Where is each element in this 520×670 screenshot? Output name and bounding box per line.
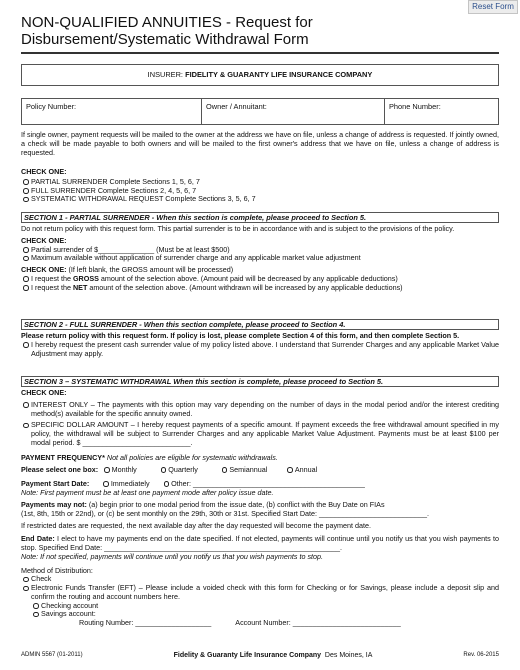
payment-frequency [21, 454, 499, 463]
option-maximum-available[interactable] [21, 254, 499, 263]
end-date-label: End Date: [21, 534, 55, 544]
section-2-text: Please return policy with this request form. If policy is lost, please complete Section 4 of this form, and then complete Section 5. [21, 331, 460, 340]
radio-icon[interactable] [23, 423, 29, 429]
policy-number-label: Policy Number: [26, 102, 77, 111]
option-label: Electronic Funds Transfer (EFT) – Please include a voided check with this form for Checking or for Savings, please include a deposit slip and confirm the routing and account numbers here. [31, 583, 499, 601]
insurer-name: FIDELITY & GUARANTY LIFE INSURANCE COMPANY [185, 70, 373, 79]
owner-annuitant-field[interactable] [202, 99, 385, 124]
net-keyword: NET [72, 282, 88, 292]
option-label: SPECIFIC DOLLAR AMOUNT – I hereby request payments of a specific amount. If payment exceeds the free withdrawal amount specified in my policy, the withdrawal will be subject to Surrender Charges and any applicable Market Value Adjustment. Payments must be at least $100 per modal period. $ ___________________________. [31, 420, 499, 447]
section-2-body [21, 332, 499, 358]
freq-monthly[interactable] [100, 465, 137, 474]
radio-icon[interactable] [33, 603, 39, 609]
policy-number-field[interactable] [22, 99, 202, 124]
payment-frequency-note: Not all policies are eligible for systematic withdrawals. [104, 452, 278, 462]
end-date-note: Note: If not specified, payments will continue until you notify us that you wish payments to stop. [21, 551, 324, 561]
section-3-check-one: CHECK ONE: [21, 388, 67, 397]
routing-account-row [21, 619, 499, 628]
payment-frequency-label: PAYMENT FREQUENCY* [21, 452, 105, 462]
phone-number-label: Phone Number: [389, 102, 441, 111]
owner-annuitant-label: Owner / Annuitant: [206, 102, 267, 111]
option-label-rest: amount of the selection above. (Amount withdrawn will be increased by any applicable deductions) [87, 282, 403, 292]
method-savings-option[interactable] [31, 610, 499, 619]
check-one-note: (If left blank, the GROSS amount will be processed) [66, 265, 234, 275]
radio-icon[interactable] [161, 467, 167, 473]
select-one-label: Please select one box: [21, 465, 99, 475]
footer [21, 652, 499, 661]
check-one-group [21, 168, 499, 204]
intro-paragraph: If single owner, payment requests will be mailed to the owner at the address we have on file, unless a change of address is requested. If jointly owned, a check will be made payable to both owners and will be mailed to the first owner's address that we have on file, unless a change of address is requested. [21, 130, 499, 157]
may-not-label: Payments may not: [21, 499, 87, 509]
account-number-field[interactable]: Account Number: ___________________________ [235, 618, 401, 628]
section-1-header: SECTION 1 - PARTIAL SURRENDER - When this section is complete, please proceed to Section 5. [21, 212, 499, 223]
restricted-dates-note: If restricted dates are requested, the next available day after the day requested will become the payment date. [21, 521, 371, 531]
option-label: Partial surrender of $______________ (Must be at least $500) [31, 244, 230, 254]
radio-icon[interactable] [164, 481, 170, 487]
option-label: I request the [31, 282, 73, 292]
check-one-label: CHECK ONE: [21, 167, 67, 176]
radio-icon[interactable] [23, 402, 29, 408]
title-line-1: NON-QUALIFIED ANNUITIES - Request for [21, 14, 313, 31]
section-3-header: SECTION 3 – SYSTEMATIC WITHDRAWAL When this section is complete, please proceed to Section 5. [21, 376, 499, 387]
option-label: Checking account [41, 600, 99, 610]
title-divider [21, 52, 499, 54]
form-title [21, 15, 491, 54]
option-cash-surrender[interactable] [21, 341, 499, 359]
footer-company [174, 652, 373, 661]
option-label: INTEREST ONLY – The payments with this option may vary depending on the number of days in the modal period and/or the interest crediting method(s) available for the specific annuity owned. [31, 399, 499, 418]
freq-label: Semiannual [229, 465, 268, 475]
check-one-label: CHECK ONE: [21, 265, 67, 275]
radio-icon[interactable] [23, 197, 29, 203]
radio-icon[interactable] [23, 247, 29, 253]
radio-icon[interactable] [103, 481, 109, 487]
option-specific-dollar[interactable] [21, 421, 499, 447]
radio-icon[interactable] [33, 612, 39, 618]
option-systematic-withdrawal[interactable] [21, 195, 499, 204]
section-3-body [21, 389, 499, 628]
radio-icon[interactable] [222, 467, 228, 473]
insurer-box [21, 64, 499, 86]
freq-label: Annual [294, 465, 318, 475]
radio-icon[interactable] [23, 276, 29, 282]
form-id: ADMIN 5567 (01-2011) [21, 652, 83, 658]
start-immediately[interactable] [99, 479, 149, 488]
end-date-text: I elect to have my payments end on the date specified. If not elected, payments will continue until you notify us that you wish payments to stop. Specified End Date: ___________________________________________________________. [21, 534, 499, 552]
frequency-select-row [21, 466, 499, 475]
radio-icon[interactable] [23, 179, 29, 185]
option-label: Check [31, 574, 52, 584]
radio-icon[interactable] [23, 577, 29, 583]
section-1-body [21, 225, 499, 292]
method-eft-option[interactable] [21, 584, 499, 602]
option-interest-only[interactable] [21, 401, 499, 419]
radio-icon[interactable] [104, 467, 110, 473]
section-2-header: SECTION 2 - FULL SURRENDER - When this section complete, please proceed to Section 4. [21, 319, 499, 330]
routing-number-field[interactable]: Routing Number: ___________________ [79, 618, 212, 628]
method-checking-option[interactable] [31, 602, 499, 611]
option-label: FULL SURRENDER Complete Sections 2, 4, 5, 6, 7 [31, 185, 197, 195]
start-label: Immediately [110, 479, 150, 489]
radio-icon[interactable] [23, 188, 29, 194]
option-label: I hereby request the present cash surrender value of my policy listed above. I understand that Surrender Charges and any applicable Market Value Adjustment may apply. [31, 339, 499, 358]
phone-number-field[interactable] [385, 99, 498, 124]
title-line-2: Disbursement/Systematic Withdrawal Form [21, 30, 309, 48]
section-1-text: Do not return policy with this request form. This partial surrender is to be in accordance with and is subject to the provisions of the policy. [21, 224, 455, 233]
option-label: Maximum available without application of surrender charge and any applicable market value adjustment [31, 253, 361, 263]
freq-quarterly[interactable] [157, 465, 198, 474]
start-label: Other: ___________________________________________ [171, 479, 365, 489]
company-city: Des Moines, IA [324, 652, 373, 659]
payments-may-not-line-2: (1st, 8th, 15th or 22nd), or (c) be sent monthly on the 29th, 30th or 31st. Specified Start Date: ___________________________. [21, 508, 429, 518]
radio-icon[interactable] [23, 342, 29, 348]
insurer-label: INSURER: [147, 70, 183, 79]
radio-icon[interactable] [23, 586, 29, 592]
freq-annual[interactable] [283, 465, 317, 474]
option-label: PARTIAL SURRENDER Complete Sections 1, 5, 6, 7 [31, 176, 200, 186]
radio-icon[interactable] [23, 285, 29, 291]
radio-icon[interactable] [23, 256, 29, 262]
revision: Rev. 06-2015 [463, 652, 499, 658]
option-label: Savings account: [41, 609, 96, 619]
option-label-rest: amount of the selection above. (Amount paid will be decreased by any applicable deductions) [98, 273, 398, 283]
radio-icon[interactable] [287, 467, 293, 473]
gross-keyword: GROSS [72, 273, 99, 283]
option-label: SYSTEMATIC WITHDRAWAL REQUEST Complete Sections 3, 5, 6, 7 [31, 194, 256, 204]
option-label: I request the [31, 273, 73, 283]
policy-info-grid [21, 98, 499, 125]
freq-label: Quarterly [168, 465, 198, 475]
freq-label: Monthly [111, 465, 137, 475]
start-date-label: Payment Start Date: [21, 479, 90, 489]
option-net-amount[interactable] [21, 284, 499, 293]
start-date-note: Note: First payment must be at least one payment mode after policy issue date. [21, 488, 274, 498]
method-label: Method of Distribution: [21, 565, 93, 575]
end-date-paragraph [21, 535, 499, 553]
may-not-text: (a) begin prior to one modal period from the issue date, (b) conflict with the Buy Date on FIAs [86, 499, 385, 509]
section-1-check-one: CHECK ONE: [21, 235, 67, 245]
start-other[interactable] [160, 479, 365, 488]
reset-form-button[interactable]: Reset Form [468, 0, 518, 14]
freq-semiannual[interactable] [218, 465, 267, 474]
company-name: Fidelity & Guaranty Life Insurance Company [173, 652, 322, 659]
